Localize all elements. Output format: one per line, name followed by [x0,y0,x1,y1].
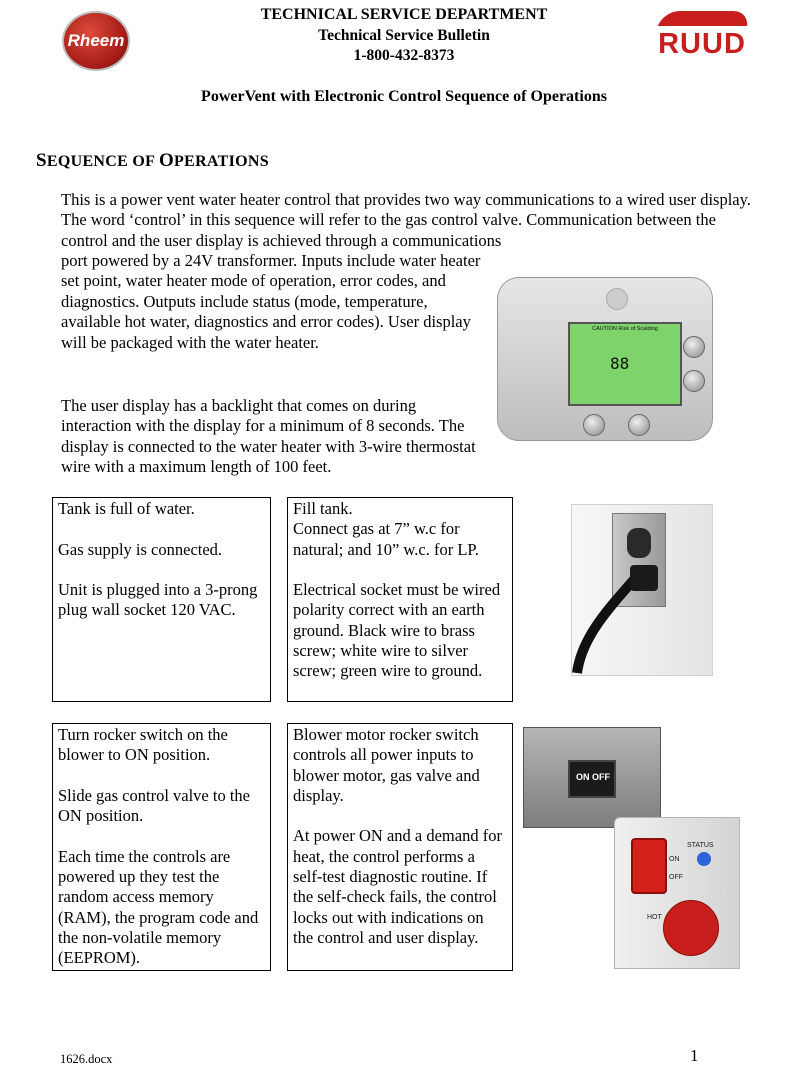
step2-right-box [287,723,513,971]
phone-number: 1-800-432-8373 [353,47,455,64]
rocker-off-label: OFF [592,772,610,782]
gas-control-image [614,817,740,969]
step2-right-line: Blower motor rocker switch controls all power inputs to blower motor, gas valve and display. [293,725,480,805]
backlight-paragraph: The user display has a backlight that comes on during interaction with the display for a minimum of 8 seconds. The display is connected to the water heater with 3-wire thermostat wire with a maximum length of 100 feet. [61,396,476,477]
step1-right-box [287,497,513,702]
control-status-label: STATUS [687,842,714,849]
step1-left-line: Gas supply is connected. [58,539,223,559]
step1-right-line: Electrical socket must be wired polarity correct with an earth ground. Black wire to brass screw; white wire to silver screw; green wire to ground. [293,580,501,681]
thermostat-screen [568,322,682,406]
thermostat-button-left [583,414,605,436]
thermostat-display-image [497,277,713,441]
wall-socket-image [571,504,713,676]
step1-right-line: Fill tank. Connect gas at 7” w.c for natural; and 10” w.c. for LP. [293,499,479,559]
step2-left-line: Turn rocker switch on the blower to ON position. [58,725,228,765]
thermostat-button-up [683,336,705,358]
ruud-logo-text: RUUD [653,26,751,62]
control-rocker [631,838,667,894]
temperature-knob [663,900,719,956]
step1-left-line: Tank is full of water. [58,499,195,518]
step2-left-line: Each time the controls are powered up they test the random access memory (RAM), the program code and the non-volatile memory (EEPROM). [58,846,259,968]
step2-right-line: At power ON and a demand for heat, the control performs a self-test diagnostic routine. If the self-check fails, the control locks out with indications on the control and user display. [293,826,502,947]
department-title: TECHNICAL SERVICE DEPARTMENT [260,6,548,23]
screen-value: 88 [610,354,630,373]
power-cord [572,505,712,675]
status-led [697,852,711,866]
screen-caption: CAUTION Risk of Scalding [592,326,658,332]
control-on-label: ON [669,856,680,863]
control-off-label: OFF [669,874,683,881]
rocker-on-label: ON [576,772,590,782]
step2-left-box [52,723,271,971]
rheem-logo-text: Rheem [67,31,125,50]
control-hot-label: HOT [647,914,662,921]
footer-filename: 1626.docx [60,1052,113,1066]
document-subtitle: PowerVent with Electronic Control Sequence of Operations [201,88,607,105]
intro-paragraph: This is a power vent water heater control that provides two way communications to a wired user display. The word ‘control’ in this sequence will refer to the gas control valve. Communication between the control and the user display is achieved through a communications [61,190,751,250]
rocker-switch [568,760,616,798]
step1-left-line: Unit is plugged into a 3-prong plug wall socket 120 VAC. [58,580,258,620]
bulletin-title: Technical Service Bulletin [318,27,490,44]
thermostat-button-right [628,414,650,436]
intro-paragraph-continued: port powered by a 24V transformer. Inputs include water heater set point, water heater mode of operation, error codes, and diagnostics. Outputs include status (mode, temperature, available hot water, diagnostics and error codes). User display will be packaged with the water heater. [61,251,481,352]
thermostat-button-down [683,370,705,392]
step2-left-line: Slide gas control valve to the ON position. [58,785,250,826]
step1-left-box [52,497,271,702]
thermostat-logo [606,288,628,310]
rocker-switch-image [523,727,661,828]
section-heading: SEQUENCE OF OPERATIONS [36,150,269,171]
page-number: 1 [690,1046,699,1065]
